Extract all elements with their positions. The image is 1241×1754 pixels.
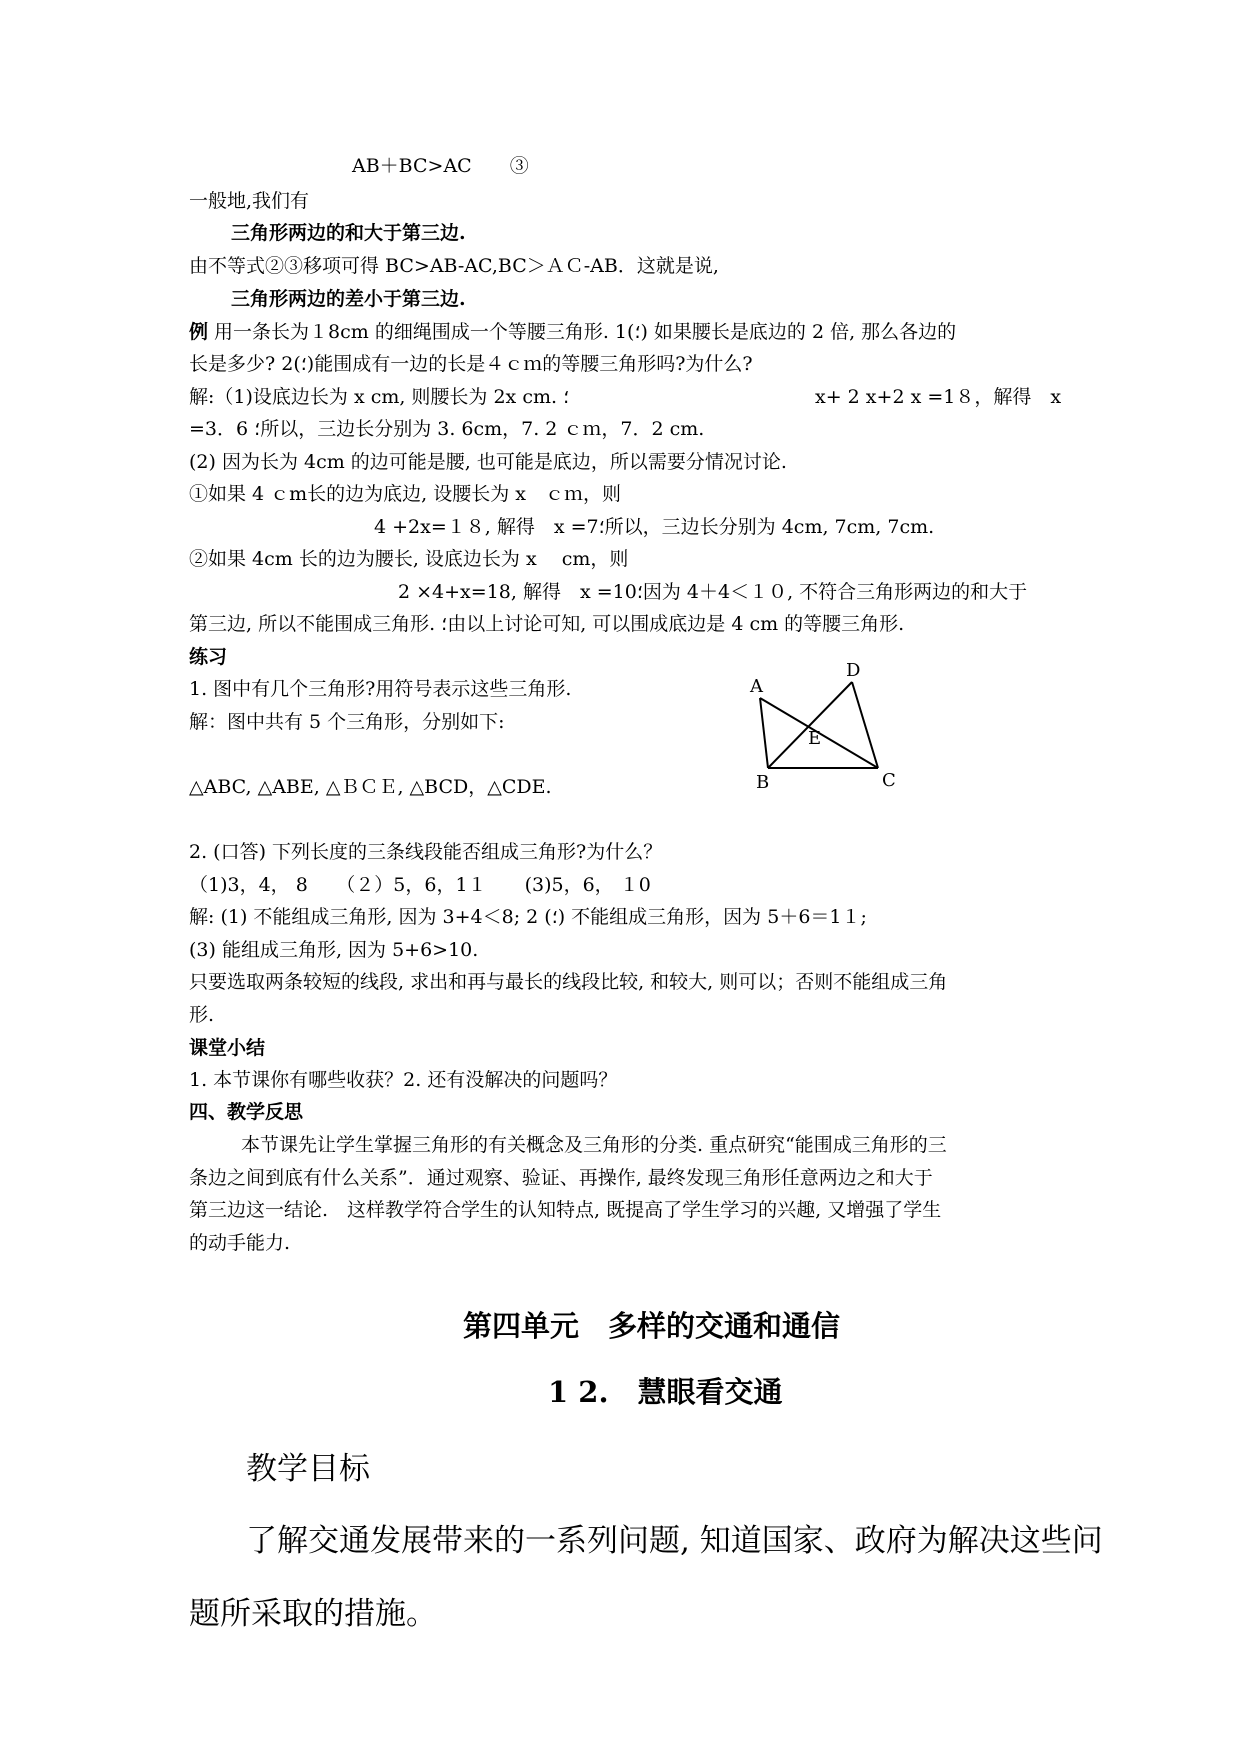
question-1: 1. 图中有几个三角形?用符号表示这些三角形.	[189, 678, 572, 700]
answer-2-cont: (3) 能组成三角形, 因为 5+6>10.	[189, 939, 479, 961]
text-line: 一般地,我们有	[189, 190, 310, 212]
vertex-b-label: B	[756, 772, 770, 790]
theorem-difference: 三角形两边的差小于第三边.	[231, 288, 466, 310]
reflection-line: 本节课先让学生掌握三角形的有关概念及三角形的分类. 重点研究“能围成三角形的三	[241, 1134, 947, 1156]
theorem-sum: 三角形两边的和大于第三边.	[231, 222, 466, 244]
unit-title: 第四单元 多样的交通和通信	[463, 1309, 841, 1343]
text-line: ①如果 4 ｃm长的边为底边, 设腰长为 x ｃｍ，则	[189, 483, 622, 505]
equation-line: 2 ×4+x=18, 解得 x =10؛因为 4＋4＜１０, 不符合三角形两边的和大于	[398, 581, 1028, 603]
example-label: 例	[189, 321, 209, 343]
reflection-line: 第三边这一结论. 这样教学符合学生的认知特点, 既提高了学生学习的兴趣, 又增强了学生	[189, 1199, 942, 1221]
vertex-a-label: A	[750, 676, 763, 697]
section-heading-reflection: 四、教学反思	[189, 1101, 304, 1123]
options-line: （1)3，4， 8 （２）5，6，1１ (3)5，6， １0	[189, 874, 651, 896]
example-line	[189, 320, 956, 344]
triangle-list: △ABC, △ABE, △ＢＣＥ, △BCD，△CDE.	[189, 776, 552, 798]
vertex-e-label: E	[808, 728, 822, 749]
inequality-3: AB＋BC>AC ③	[352, 155, 529, 177]
text-line: 形.	[189, 1004, 215, 1026]
lesson-title: 1 2. 慧眼看交通	[548, 1375, 783, 1409]
equation-line: x+ 2 x+2 x =1８，解得 x	[815, 386, 1062, 408]
objective-line: 了解交通发展带来的一系列问题, 知道国家、政府为解决这些问	[246, 1523, 1103, 1559]
triangle-figure	[740, 660, 920, 790]
answer-1: 解：图中共有 5 个三角形，分别如下:	[189, 711, 505, 733]
equation-line: 4 +2x=１８, 解得 x =7؛所以，三边长分别为 4cm, 7cm, 7cm.	[374, 516, 935, 538]
text-line: 由不等式②③移项可得 BC>AB-AC,BC＞ＡＣ-AB．这就是说,	[189, 255, 719, 277]
text-line: =3．6 ؛所以，三边长分别为 3. 6cm，7. 2 ｃｍ，7．2 cm.	[189, 418, 705, 440]
summary-line: 1. 本节课你有哪些收获？2. 还有没解决的问题吗？	[189, 1069, 618, 1091]
example-text: 用一条长为１8cm 的细绳围成一个等腰三角形. 1(؛) 如果腰长是底边的 2 倍, 那么各边的	[208, 321, 957, 343]
vertex-c-label: C	[882, 770, 896, 790]
solution-line: 解:（1)设底边长为 x cm, 则腰长为 2x cm. ؛	[189, 386, 570, 408]
section-heading-summary: 课堂小结	[189, 1037, 266, 1059]
text-line: 只要选取两条较短的线段, 求出和再与最长的线段比较, 和较大, 则可以；否则不能组成三角	[189, 971, 948, 993]
question-2: 2. (口答) 下列长度的三条线段能否组成三角形?为什么？	[189, 841, 663, 863]
text-line: ②如果 4cm 长的边为腰长, 设底边长为 x cm，则	[189, 548, 629, 570]
text-line: (2) 因为长为 4cm 的边可能是腰, 也可能是底边，所以需要分情况讨论.	[189, 451, 787, 473]
text-line: 长是多少? 2(؛)能围成有一边的长是４ｃｍ的等腰三角形吗?为什么?	[189, 353, 753, 375]
section-heading-practice: 练习	[189, 646, 228, 668]
text-line: 第三边, 所以不能围成三角形. ؛由以上讨论可知, 可以围成底边是 4 cm 的等腰三角形.	[189, 613, 905, 635]
reflection-line: 的动手能力.	[189, 1232, 291, 1254]
reflection-line: 条边之间到底有什么关系”．通过观察、验证、再操作, 最终发现三角形任意两边之和大于	[189, 1167, 933, 1189]
section-label-objectives: 教学目标	[246, 1451, 370, 1487]
answer-2: 解: (1) 不能组成三角形, 因为 3+4＜8; 2 (؛) 不能组成三角形，因为 5＋6＝1１;	[189, 906, 867, 928]
vertex-d-label: D	[846, 660, 861, 681]
objective-line: 题所采取的措施。	[189, 1596, 437, 1632]
